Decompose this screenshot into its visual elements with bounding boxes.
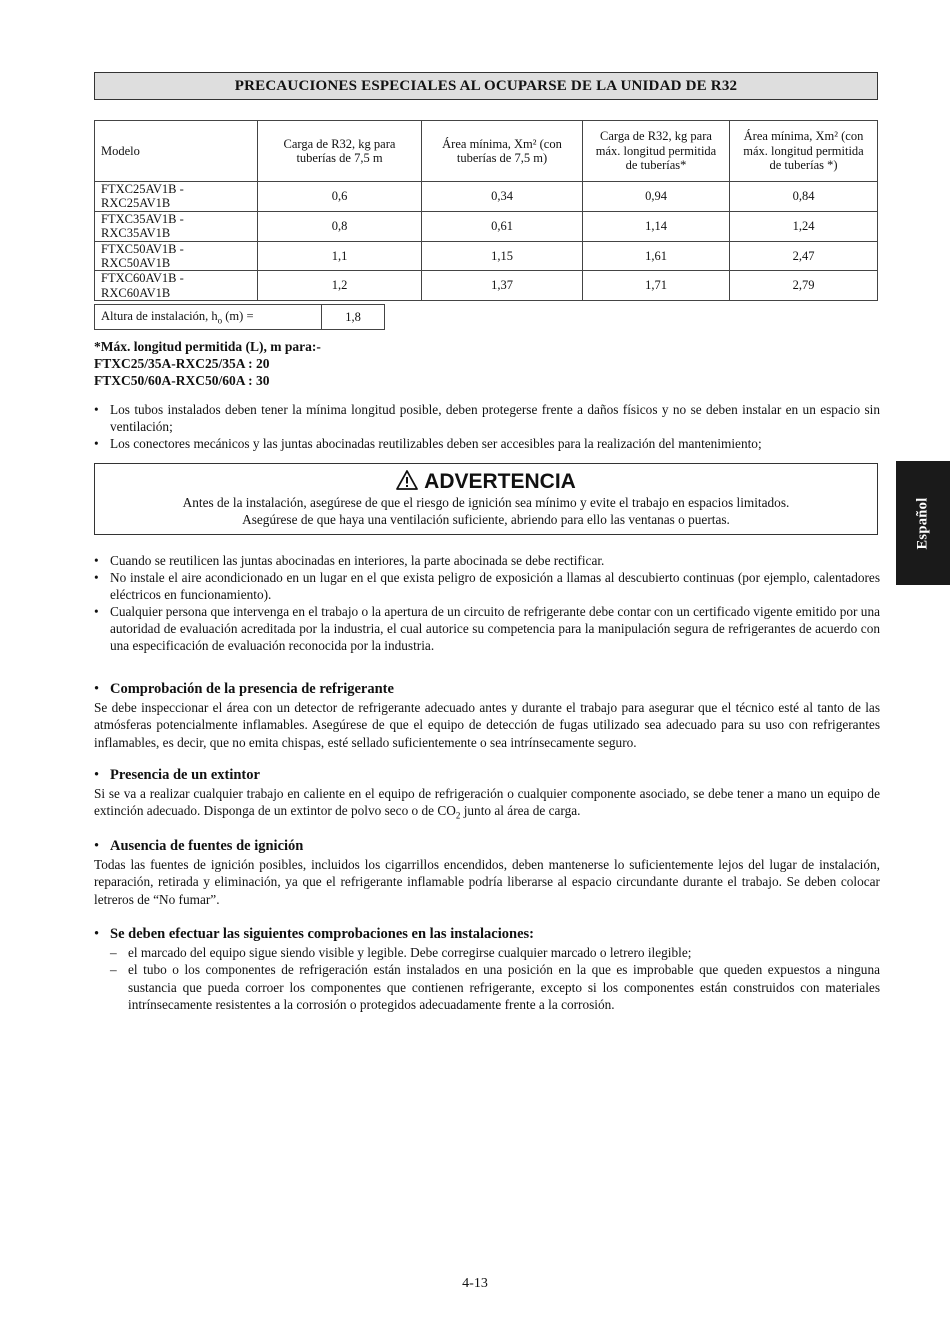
section-body-text: junto al área de carga. — [460, 803, 581, 818]
install-height-value: 1,8 — [322, 305, 385, 330]
table-cell: 1,37 — [422, 271, 583, 301]
warning-title — [95, 470, 877, 494]
table-header-cell: Carga de R32, kg para tuberías de 7,5 m — [258, 121, 422, 182]
install-height-table — [94, 304, 385, 330]
page-number: 4-13 — [462, 1276, 488, 1291]
table-header-cell: Área mínima, Xm² (con tuberías de 7,5 m) — [422, 121, 583, 182]
section-extinguisher — [94, 767, 880, 825]
co2-subscript: 2 — [455, 810, 461, 821]
warning-line: Antes de la instalación, asegúrese de que el riesgo de ignición sea mínimo y evite el trabajo en espacios limitados. — [182, 495, 790, 510]
max-length-line: *Máx. longitud permitida (L), m para:- — [94, 339, 321, 354]
list-item: • Cualquier persona que intervenga en el trabajo o la apertura de un circuito de refrigerante debe contar con un certificado vigente emitido por una autoridad de evaluación acreditada por la industria, el cual autorice su competencia para la manipulación segura de refrigerantes de acuerdo con una especificación de evaluación reconocida por la industria. — [94, 603, 880, 654]
table-cell: FTXC50AV1B - RXC50AV1B — [95, 241, 258, 271]
table-cell: 1,71 — [583, 271, 730, 301]
section-heading: • Presencia de un extintor — [94, 767, 880, 785]
language-tab-label: Español — [914, 496, 931, 550]
list-item: • Los tubos instalados deben tener la mínima longitud posible, deben protegerse frente a daños físicos y no se deben instalar en un espacio sin ventilación; — [94, 401, 880, 435]
table-cell: 1,2 — [258, 271, 422, 301]
warning-box — [94, 463, 878, 535]
table-cell: 1,24 — [730, 211, 878, 241]
section-body — [94, 785, 880, 826]
section-heading: • Comprobación de la presencia de refrigerante — [94, 681, 880, 699]
list-item: – el tubo o los componentes de refrigeración están instalados en una posición en la que es improbable que queden expuestos a ninguna sustancia que pueda corroer los componentes que contienen refrigerante, excepto si los componentes están construidos con materiales intrínsecamente resistentes a la corrosión o protegidos adecuadamente frente a la corrosión. — [94, 961, 880, 1014]
list-item: • Cuando se reutilicen las juntas abocinadas en interiores, la parte abocinada se debe rectificar. — [94, 552, 880, 569]
table-header-cell: Carga de R32, kg para máx. longitud permitida de tuberías* — [583, 121, 730, 182]
table-header-row — [95, 121, 878, 182]
table-header-cell: Modelo — [95, 121, 258, 182]
table-cell: 1,1 — [258, 241, 422, 271]
table-row — [95, 271, 878, 301]
max-length-line: FTXC50/60A-RXC50/60A : 30 — [94, 373, 270, 388]
section-body: Se debe inspeccionar el área con un detector de refrigerante adecuado antes y durante el trabajo para asegurar que el técnico esté al tanto de las atmósferas potencialmente inflamables. Asegúrese de que el equipo de detección de fugas utilizado sea adecuado para su uso con refrigerantes inflamables, es decir, que no emita chispas, esté sellado suficientemente o sea intrínsecamente seguro. — [94, 699, 880, 750]
table-cell: 0,6 — [258, 182, 422, 212]
table-cell: 2,79 — [730, 271, 878, 301]
table-cell: FTXC60AV1B - RXC60AV1B — [95, 271, 258, 301]
table-cell: 0,8 — [258, 211, 422, 241]
install-height-row — [95, 305, 385, 330]
check-list — [94, 944, 880, 1014]
section-title: PRECAUCIONES ESPECIALES AL OCUPARSE DE LA UNIDAD DE R32 — [94, 72, 878, 100]
install-height-unit: (m) = — [222, 308, 254, 323]
section-ignition-sources — [94, 838, 880, 908]
language-tab — [896, 461, 950, 585]
table-row — [95, 211, 878, 241]
max-length-line: FTXC25/35A-RXC25/35A : 20 — [94, 356, 270, 371]
table-cell: FTXC25AV1B - RXC25AV1B — [95, 182, 258, 212]
table-cell: 1,15 — [422, 241, 583, 271]
section-body: Todas las fuentes de ignición posibles, incluidos los cigarrillos encendidos, deben mantenerse lo suficientemente lejos del lugar de instalación, reparación, retirada y eliminación, ya que el refrigerante inflamable podría liberarse al espacio circundante durante el trabajo. Se deben colocar letreros de “No fumar”. — [94, 856, 880, 907]
table-cell: 1,14 — [583, 211, 730, 241]
section-body-text: Si se va a realizar cualquier trabajo en caliente en el equipo de refrigeración o cualquier componente asociado, se debe tener a mano un equipo de extinción adecuado. Disponga de un extintor de polvo seco o de CO — [94, 785, 880, 818]
list-item: • No instale el aire acondicionado en un lugar en el que exista peligro de exposición a llamas al descubierto continuas (por ejemplo, calentadores eléctricos en funcionamiento). — [94, 569, 880, 603]
install-height-subscript: o — [217, 315, 223, 326]
table-row — [95, 182, 878, 212]
table-cell: 0,84 — [730, 182, 878, 212]
table-cell: 1,61 — [583, 241, 730, 271]
max-length-note — [94, 338, 321, 389]
list-item: • Los conectores mecánicos y las juntas abocinadas reutilizables deben ser accesibles para la realización del mantenimiento; — [94, 435, 880, 452]
bullet-list — [94, 552, 880, 654]
section-heading: • Ausencia de fuentes de ignición — [94, 838, 880, 856]
r32-charge-table — [94, 120, 878, 301]
install-height-label-text: Altura de instalación, h — [101, 308, 218, 323]
install-height-label — [95, 305, 322, 330]
table-cell: FTXC35AV1B - RXC35AV1B — [95, 211, 258, 241]
table-header-cell: Área mínima, Xm² (con máx. longitud permitida de tuberías *) — [730, 121, 878, 182]
section-heading: • Se deben efectuar las siguientes comprobaciones en las instalaciones: — [94, 926, 880, 944]
list-item: – el marcado del equipo sigue siendo visible y legible. Debe corregirse cualquier marcado o letrero ilegible; — [94, 944, 880, 962]
table-cell: 2,47 — [730, 241, 878, 271]
table-cell: 0,94 — [583, 182, 730, 212]
table-row — [95, 241, 878, 271]
bullet-list — [94, 401, 880, 452]
section-installation-checks — [94, 926, 880, 1014]
table-cell: 0,61 — [422, 211, 583, 241]
section-refrigerant-detection — [94, 681, 880, 751]
table-cell: 0,34 — [422, 182, 583, 212]
warning-title-text: ADVERTENCIA — [424, 470, 576, 493]
warning-line: Asegúrese de que haya una ventilación suficiente, abriendo para ello las ventanas o puertas. — [242, 512, 730, 527]
warning-triangle-icon — [396, 470, 418, 490]
